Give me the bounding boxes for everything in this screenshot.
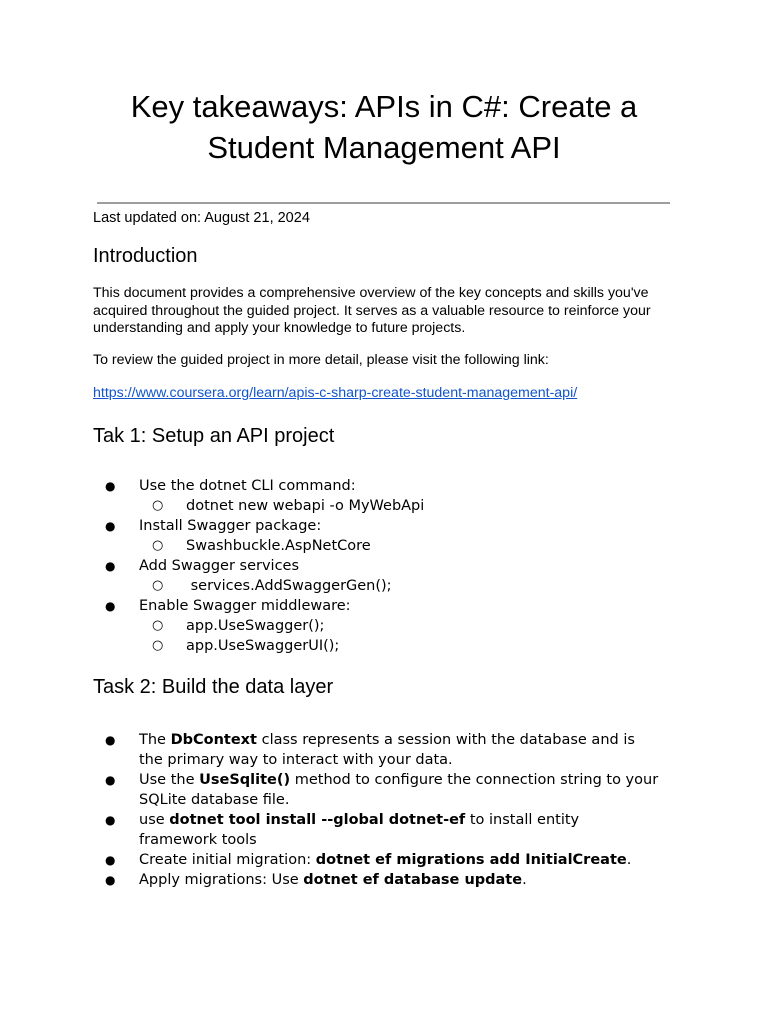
last-updated: Last updated on: August 21, 2024 bbox=[93, 210, 310, 226]
project-link-paragraph bbox=[93, 385, 673, 403]
task2-heading: Task 2: Build the data layer bbox=[93, 676, 334, 698]
list-subitem: ○ dotnet new webapi -o MyWebApi bbox=[0, 496, 424, 516]
project-link[interactable]: https://www.coursera.org/learn/apis-c-sharp-create-student-management-api/ bbox=[93, 385, 578, 401]
list-subitem: ○ app.UseSwagger(); bbox=[0, 616, 424, 636]
list-subitem: ○ Swashbuckle.AspNetCore bbox=[0, 536, 424, 556]
list-item: ● Use the UseSqlite() method to configure the connection string to your SQLite database file. bbox=[0, 770, 660, 810]
review-paragraph: To review the guided project in more detail, please visit the following link: bbox=[93, 352, 549, 368]
list-item: ● Enable Swagger middleware: bbox=[0, 596, 424, 616]
list-item: ● Use the dotnet CLI command: bbox=[0, 476, 424, 496]
title-line-2: Student Management API bbox=[207, 130, 561, 165]
list-subitem: ○ app.UseSwaggerUI(); bbox=[0, 636, 424, 656]
task1-heading: Tak 1: Setup an API project bbox=[93, 425, 335, 447]
title-line-1: Key takeaways: APIs in C#: Create a bbox=[130, 89, 638, 124]
list-item: ● Apply migrations: Use dotnet ef database update. bbox=[0, 870, 660, 890]
list-subitem: ○ services.AddSwaggerGen(); bbox=[0, 576, 424, 596]
list-item: ● Create initial migration: dotnet ef migrations add InitialCreate. bbox=[0, 850, 660, 870]
document-title bbox=[60, 86, 708, 168]
task2-list bbox=[0, 730, 660, 890]
list-item: ● Install Swagger package: bbox=[0, 516, 424, 536]
intro-paragraph: This document provides a comprehensive overview of the key concepts and skills you've acquired throughout the guided project. It serves as a valuable resource to reinforce your understanding and apply your knowledge to future projects. bbox=[93, 285, 651, 336]
list-item: ● Add Swagger services bbox=[0, 556, 424, 576]
list-item: ● The DbContext class represents a session with the database and is the primary way to interact with your data. bbox=[0, 730, 660, 770]
introduction-heading: Introduction bbox=[93, 245, 198, 267]
list-item: ● use dotnet tool install --global dotnet-ef to install entity framework tools bbox=[0, 810, 660, 850]
title-divider bbox=[97, 202, 670, 204]
task1-list bbox=[0, 476, 424, 656]
